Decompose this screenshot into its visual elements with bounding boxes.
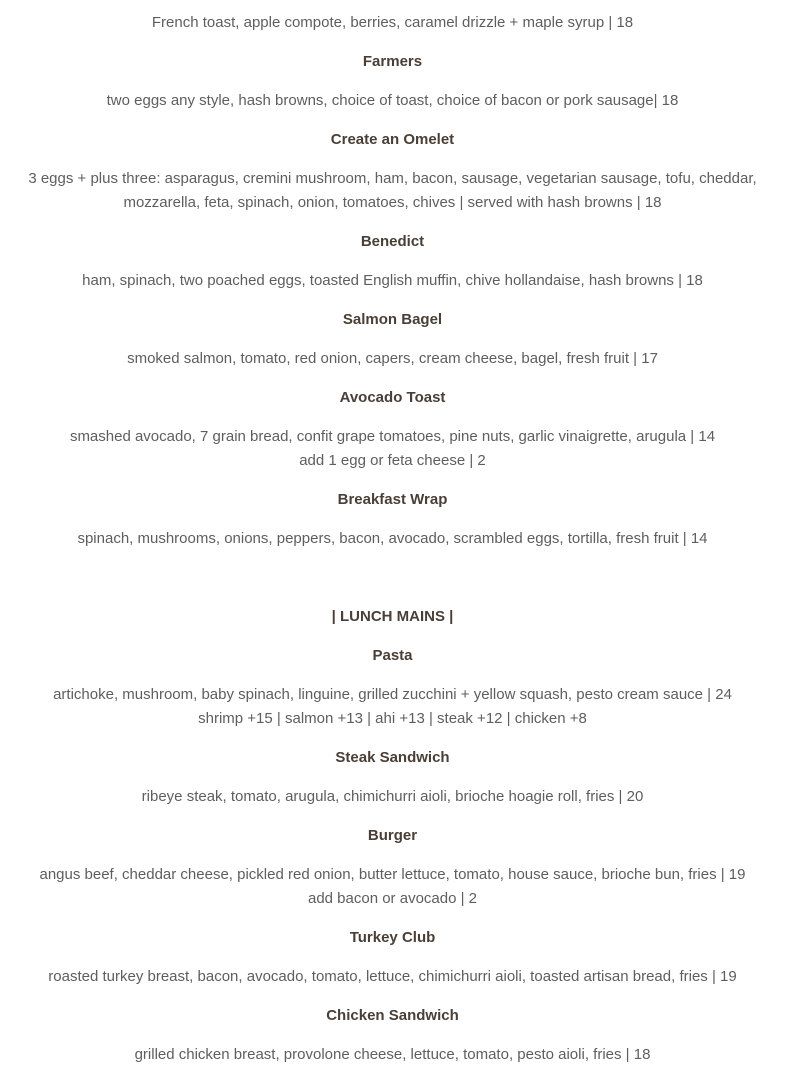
farmers-title: Farmers — [362, 53, 423, 70]
pasta-title: Pasta — [372, 647, 413, 664]
avocado-toast-description-line-2: add 1 egg or feta cheese | 2 — [299, 452, 486, 469]
benedict-title: Benedict — [360, 233, 425, 250]
farmers-description: two eggs any style, hash browns, choice of toast, choice of bacon or pork sausage| 18 — [106, 92, 679, 109]
omelet-description-line-2: mozzarella, feta, spinach, onion, tomatoes, chives | served with hash browns | 18 — [123, 194, 662, 211]
avocado-toast-description-line-1: smashed avocado, 7 grain bread, confit grape tomatoes, pine nuts, garlic vinaigrette, arugula | 14 — [69, 428, 716, 445]
breakfast-wrap-description: spinach, mushrooms, onions, peppers, bacon, avocado, scrambled eggs, tortilla, fresh fruit | 14 — [77, 530, 708, 547]
turkey-club-description: roasted turkey breast, bacon, avocado, tomato, lettuce, chimichurri aioli, toasted artisan bread, fries | 19 — [48, 968, 737, 985]
salmon-bagel-description: smoked salmon, tomato, red onion, capers, cream cheese, bagel, fresh fruit | 17 — [127, 350, 658, 367]
steak-sandwich-description: ribeye steak, tomato, arugula, chimichurri aioli, brioche hoagie roll, fries | 20 — [141, 788, 644, 805]
chicken-sandwich-description: grilled chicken breast, provolone cheese, lettuce, tomato, pesto aioli, fries | 18 — [134, 1046, 651, 1063]
avocado-toast-title: Avocado Toast — [339, 389, 446, 406]
chicken-sandwich-title: Chicken Sandwich — [326, 1007, 459, 1024]
burger-description-line-2: add bacon or avocado | 2 — [307, 890, 478, 907]
omelet-title: Create an Omelet — [330, 131, 455, 148]
omelet-description-line-1: 3 eggs + plus three: asparagus, cremini mushroom, ham, bacon, sausage, vegetarian sausage, tofu, cheddar, — [28, 170, 757, 187]
salmon-bagel-title: Salmon Bagel — [342, 311, 443, 328]
lunch-mains-heading: | LUNCH MAINS | — [331, 608, 454, 625]
french-toast-description: French toast, apple compote, berries, caramel drizzle + maple syrup | 18 — [151, 14, 634, 31]
burger-title: Burger — [367, 827, 418, 844]
pasta-description-line-2: shrimp +15 | salmon +13 | ahi +13 | steak +12 | chicken +8 — [198, 710, 587, 727]
benedict-description: ham, spinach, two poached eggs, toasted English muffin, chive hollandaise, hash browns | 18 — [82, 272, 703, 289]
burger-description-line-1: angus beef, cheddar cheese, pickled red onion, butter lettuce, tomato, house sauce, brioche bun, fries | 19 — [39, 866, 746, 883]
breakfast-wrap-title: Breakfast Wrap — [337, 491, 448, 508]
turkey-club-title: Turkey Club — [349, 929, 436, 946]
steak-sandwich-title: Steak Sandwich — [335, 749, 450, 766]
pasta-description-line-1: artichoke, mushroom, baby spinach, linguine, grilled zucchini + yellow squash, pesto cream sauce | 24 — [53, 686, 732, 703]
